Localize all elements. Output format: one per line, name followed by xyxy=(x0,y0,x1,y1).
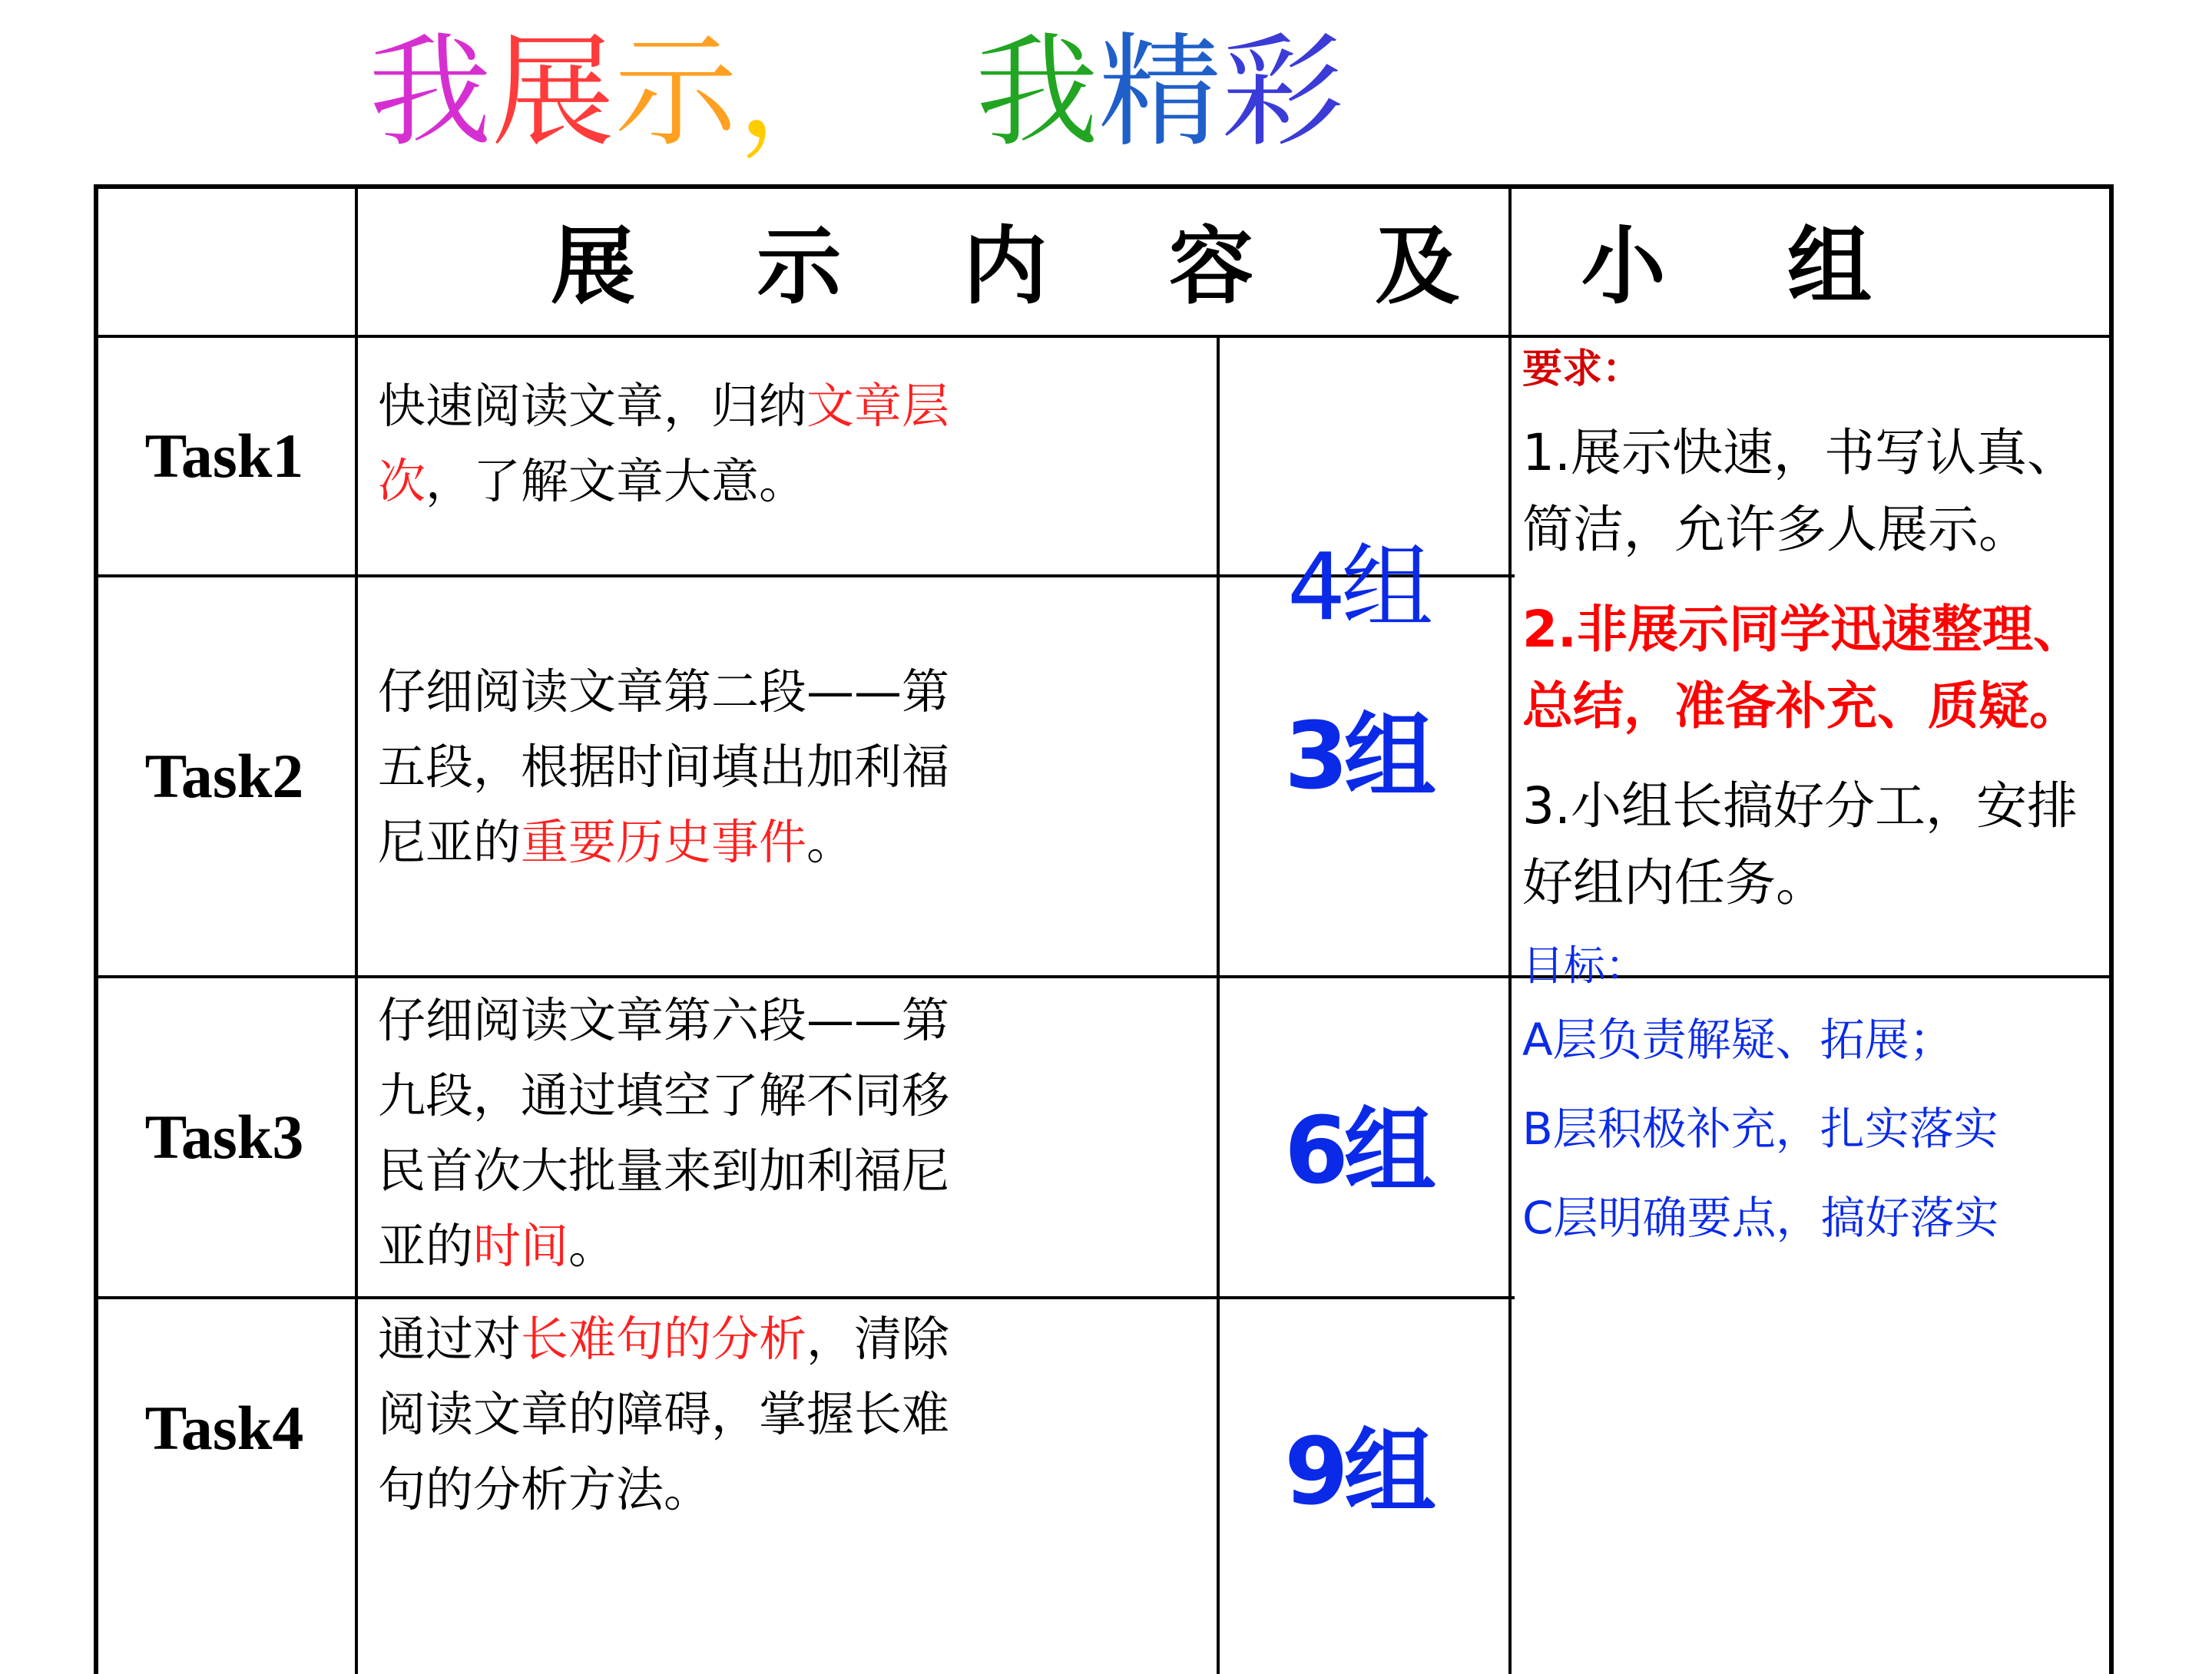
group-badge: 4组 xyxy=(1286,534,1429,641)
title-char: 示 xyxy=(614,20,738,164)
task-description: 仔细阅读文章第二段——第五段，根据时间填出加利福尼亚的重要历史事件。 xyxy=(378,663,950,870)
requirements-panel xyxy=(1522,342,2106,1262)
requirement-item: 3.小组长搞好分工，安排好组内任务。 xyxy=(1522,776,2078,912)
task-label: Task4 xyxy=(144,1393,304,1463)
requirement-item: 2.非展示同学迅速整理、总结，准备补充、质疑。 xyxy=(1522,600,2084,736)
requirement-item: 1.展示快速，书写认真、简洁，允许多人展示。 xyxy=(1522,423,2078,559)
group-badge: 9组 xyxy=(1284,1419,1432,1526)
group-badge: 3组 xyxy=(1284,703,1432,810)
requirements-heading: 要求： xyxy=(1522,346,1643,392)
task-label: Task3 xyxy=(144,1102,304,1172)
task-description: 快速阅读文章，归纳文章层次，了解文章大意。 xyxy=(378,378,950,509)
page-title xyxy=(369,15,1344,169)
table-header: 展 示 内 容 及 小 组 xyxy=(551,217,1918,316)
title-char: ， xyxy=(737,20,861,164)
table-divider xyxy=(1508,184,1512,1674)
task-label: Task2 xyxy=(144,741,304,811)
title-char: 彩 xyxy=(1221,20,1345,164)
table-divider xyxy=(94,335,2114,338)
task-description: 通过对长难句的分析，清除阅读文章的障碍，掌握长难句的分析方法。 xyxy=(378,1311,950,1517)
task-description: 仔细阅读文章第六段——第九段，通过填空了解不同移民首次大批量来到加利福尼亚的时间。 xyxy=(378,992,950,1274)
title-char: 精 xyxy=(1098,20,1222,164)
title-char: 展 xyxy=(492,20,615,164)
task-label: Task1 xyxy=(144,421,304,491)
table-border-right xyxy=(2109,184,2114,1674)
goal-item: C层明确要点，搞好落实 xyxy=(1522,1192,1999,1244)
content-table xyxy=(94,184,2114,1674)
title-char: 我 xyxy=(369,20,492,164)
title-char: 我 xyxy=(975,20,1099,164)
group-badge: 6组 xyxy=(1284,1098,1432,1205)
table-divider xyxy=(355,184,358,1674)
goals-heading: 目标： xyxy=(1522,941,1647,990)
goal-item: A层负责解疑、拓展； xyxy=(1522,1014,1954,1066)
goal-item: B层积极补充，扎实落实 xyxy=(1522,1103,1998,1155)
